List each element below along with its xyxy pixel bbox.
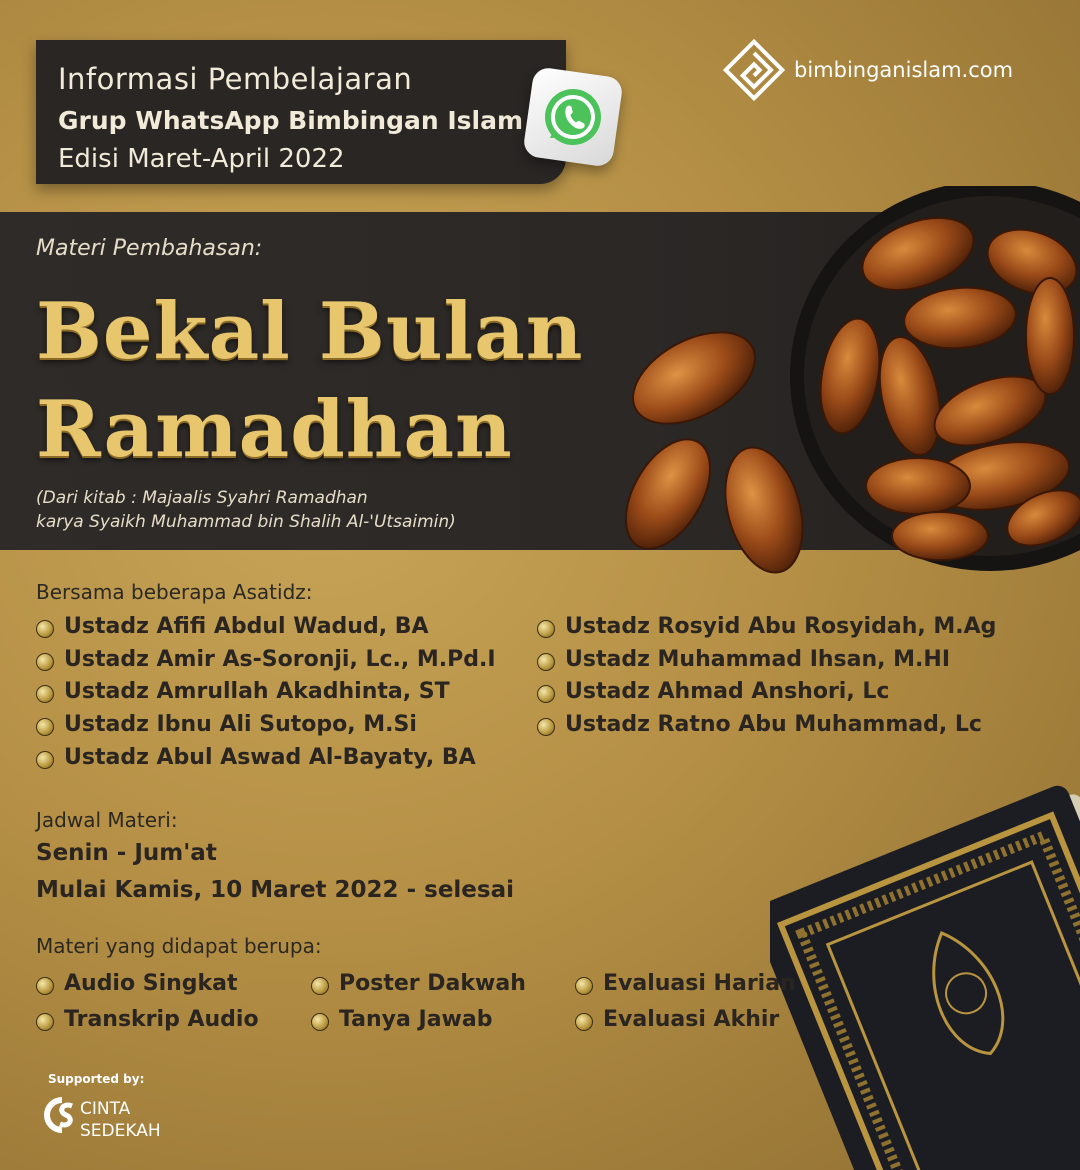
header-box (36, 40, 566, 184)
supported-by-label: Supported by: (48, 1072, 145, 1086)
bullet-icon (311, 1013, 329, 1031)
asatidz-item: Ustadz Rosyid Abu Rosyidah, M.Ag (537, 614, 996, 639)
support-brand-line2: SEDEKAH (80, 1121, 161, 1141)
materi-item: Tanya Jawab (311, 1007, 492, 1032)
bullet-icon (537, 653, 555, 671)
asatidz-item: Ustadz Amrullah Akadhinta, ST (36, 679, 450, 704)
source-line1: (Dari kitab : Majaalis Syahri Ramadhan (36, 488, 368, 508)
header-group-name: Grup WhatsApp Bimbingan Islam (58, 106, 524, 135)
materi-item: Evaluasi Harian (575, 971, 796, 996)
schedule-start: Mulai Kamis, 10 Maret 2022 - selesai (36, 877, 514, 903)
support-brand-line1: CINTA (80, 1099, 131, 1119)
asatidz-item: Ustadz Muhammad Ihsan, M.HI (537, 647, 950, 672)
asatidz-item: Ustadz Ahmad Anshori, Lc (537, 679, 889, 704)
dates-bowl-image (790, 186, 1080, 586)
asatidz-item: Ustadz Afifi Abdul Wadud, BA (36, 614, 429, 639)
bullet-icon (537, 718, 555, 736)
materi-label: Materi Pembahasan: (36, 236, 263, 261)
bullet-icon (36, 620, 54, 638)
source-line2: karya Syaikh Muhammad bin Shalih Al-'Utsaimin) (36, 512, 456, 532)
header-edition: Edisi Maret-April 2022 (58, 144, 345, 174)
site-name: bimbinganislam.com (794, 58, 1014, 82)
bullet-icon (575, 1013, 593, 1031)
bullet-icon (575, 977, 593, 995)
materi-item: Evaluasi Akhir (575, 1007, 779, 1032)
bullet-icon (36, 977, 54, 995)
loose-dates-image (616, 320, 806, 590)
materi-item: Audio Singkat (36, 971, 238, 996)
whatsapp-icon (522, 66, 624, 168)
asatidz-item: Ustadz Ibnu Ali Sutopo, M.Si (36, 712, 417, 737)
bullet-icon (36, 685, 54, 703)
bullet-icon (537, 685, 555, 703)
materi-didapat-label: Materi yang didapat berupa: (36, 934, 322, 958)
asatidz-label: Bersama beberapa Asatidz: (36, 580, 313, 604)
quran-book-image (770, 720, 1080, 1170)
materi-item: Poster Dakwah (311, 971, 526, 996)
bullet-icon (537, 620, 555, 638)
bullet-icon (36, 718, 54, 736)
jadwal-label: Jadwal Materi: (36, 808, 178, 832)
asatidz-item: Ustadz Abul Aswad Al-Bayaty, BA (36, 745, 476, 770)
bullet-icon (36, 1013, 54, 1031)
header-title: Informasi Pembelajaran (58, 62, 413, 96)
materi-item: Transkrip Audio (36, 1007, 259, 1032)
bullet-icon (36, 653, 54, 671)
bimbinganislam-logo-icon (722, 38, 786, 102)
asatidz-item: Ustadz Amir As-Soronji, Lc., M.Pd.I (36, 647, 496, 672)
bullet-icon (311, 977, 329, 995)
cinta-sedekah-logo-icon (32, 1092, 78, 1138)
asatidz-item: Ustadz Ratno Abu Muhammad, Lc (537, 712, 982, 737)
main-title-line1: Bekal Bulan (36, 286, 584, 377)
main-title-line2: Ramadhan (36, 384, 513, 475)
schedule-days: Senin - Jum'at (36, 840, 217, 866)
bullet-icon (36, 751, 54, 769)
